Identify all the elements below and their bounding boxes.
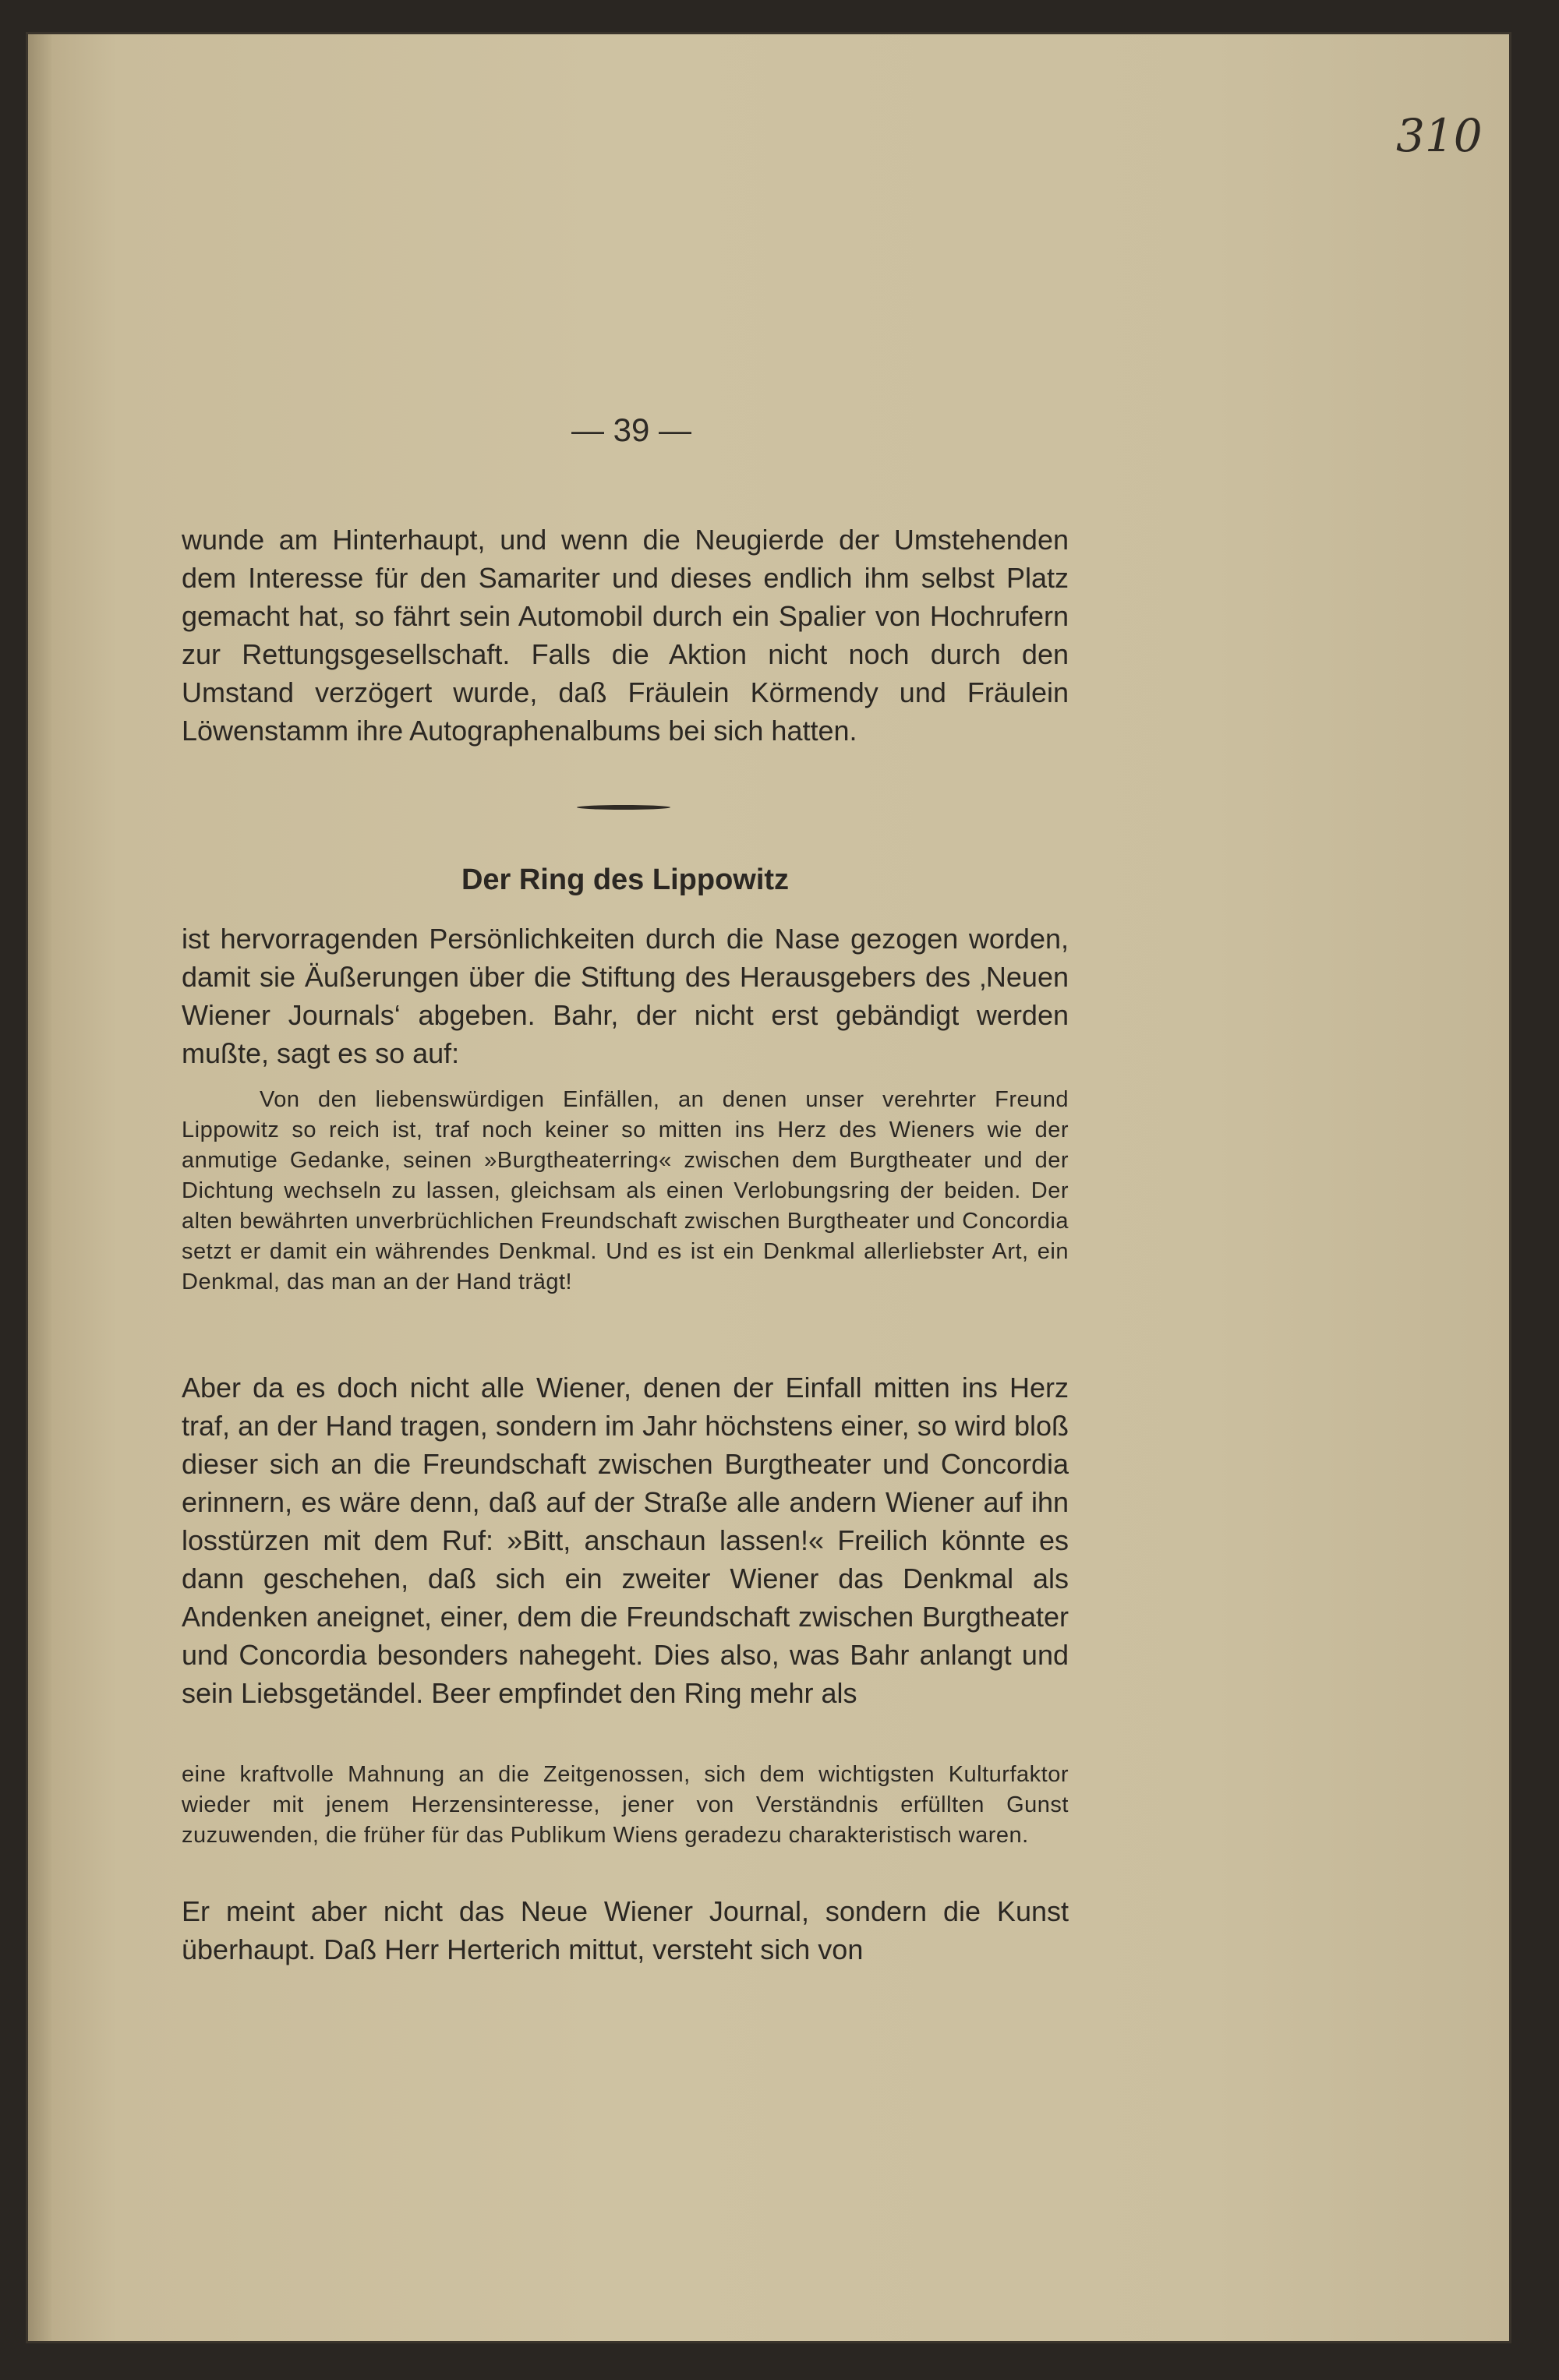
section-divider [577, 805, 670, 810]
paragraph-3: Aber da es doch nicht alle Wiener, denen der Einfall mitten ins Herz traf, an der Hand tragen, sondern im Jahr höchstens einer, so wird bloß dieser sich an die Freundschaft zwischen Burgtheater und Concordia erinnern, es wäre denn, daß auf der Straße alle andern Wiener auf ihn losstürzen mit dem Ruf: »Bitt, anschaun lassen!« Freilich könnte es dann geschehen, daß sich ein zweiter Wiener das Denkmal als Andenken aneignet, einer, dem die Freundschaft zwischen Burgtheater und Concordia besonders nahegeht. Dies also, was Bahr anlangt und sein Liebsgetändel. Beer empfindet den Ring mehr als [182, 1372, 1069, 1709]
page-number: — 39 — [571, 411, 692, 448]
paragraph-1: wunde am Hinterhaupt, und wenn die Neugierde der Umstehenden dem Interesse für den Samariter und dieses endlich ihm selbst Platz gemacht hat, so fährt sein Automobil durch ein Spalier von Hochrufern zur Rettungsgesellschaft. Falls die Aktion nicht noch durch den Umstand verzögert wurde, daß Fräulein Körmendy und Fräulein Löwenstamm ihre Autographenalbums bei sich hatten. [182, 524, 1069, 747]
section-heading: Der Ring des Lippowitz [461, 863, 790, 896]
paragraph-4: Er meint aber nicht das Neue Wiener Journal, sondern die Kunst überhaupt. Daß Herr Herterich mittut, versteht sich von [182, 1895, 1069, 1965]
paragraph-2: ist hervorragenden Persönlichkeiten durch die Nase gezogen worden, damit sie Äußerungen über die Stiftung des Herausgebers des ‚Neuen Wiener Journals‘ abgeben. Bahr, der nicht erst gebändigt werden mußte, sagt es so auf: [182, 923, 1069, 1069]
quote-beer: eine kraftvolle Mahnung an die Zeitgenossen, sich dem wichtigsten Kulturfaktor wieder mit jenem Herzensinteresse, jener von Verständnis erfüllten Gunst zuzuwenden, die früher für das Publikum Wiens geradezu charakteristisch waren. [182, 1762, 1069, 1848]
quote-bahr: Von den liebenswürdigen Einfällen, an denen unser verehrter Freund Lippowitz so reich ist, traf noch keiner so mitten ins Herz des Wieners wie der anmutige Gedanke, seinen »Burgtheaterring« zwischen dem Burgtheater und der Dichtung wechseln zu lassen, gleichsam als einen Verlobungsring der beiden. Der alten bewährten unverbrüchlichen Freundschaft zwischen Burgtheater und Concordia setzt er damit ein währendes Denkmal. Und es ist ein Denkmal allerliebster Art, ein Denkmal, das man an der Hand trägt! [182, 1087, 1069, 1294]
page-binding-edge [28, 34, 51, 2341]
handwritten-folio-number: 310 [1396, 109, 1483, 162]
